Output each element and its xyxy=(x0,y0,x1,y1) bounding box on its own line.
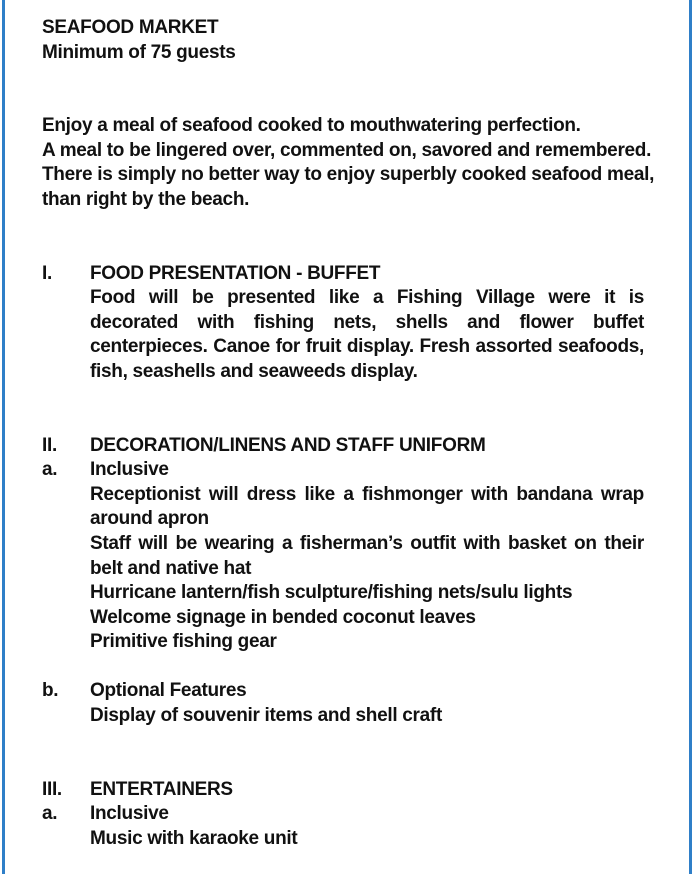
subsection-letter: a. xyxy=(42,459,58,481)
section-heading-row xyxy=(42,778,644,803)
list-item: Receptionist will dress like a fishmonger with bandana wrap around apron xyxy=(90,483,644,530)
document-text xyxy=(42,0,655,851)
section-heading: DECORATION/LINENS AND STAFF UNIFORM xyxy=(90,434,486,456)
section-entertainers xyxy=(42,778,644,852)
intro-line: than right by the beach. xyxy=(42,188,250,210)
list-item: Welcome signage in bended coconut leaves xyxy=(90,606,476,628)
section-heading: FOOD PRESENTATION - BUFFET xyxy=(90,262,381,284)
section-number: III. xyxy=(42,778,62,800)
intro-line: A meal to be lingered over, commented on, savored and remembered. xyxy=(42,139,652,161)
document-subtitle: Minimum of 75 guests xyxy=(42,41,236,63)
section-number: II. xyxy=(42,434,57,456)
subsection-heading-row xyxy=(42,802,644,827)
section-food-presentation xyxy=(42,262,644,385)
subsection-heading-row xyxy=(42,679,644,704)
list-item: Music with karaoke unit xyxy=(90,827,298,849)
section-body: Food will be presented like a Fishing Village were it is decorated with fishing nets, shells and flower buffet centerpieces. Canoe for fruit display. Fresh assorted seafoods, fish, seashells and seaweeds display. xyxy=(90,287,644,382)
document-title: SEAFOOD MARKET xyxy=(42,17,219,38)
list-item: Primitive fishing gear xyxy=(90,631,277,653)
subsection-heading: Inclusive xyxy=(90,803,169,825)
list-item: Hurricane lantern/fish sculpture/fishing nets/sulu lights xyxy=(90,582,573,604)
section-heading-row xyxy=(42,262,644,287)
subsection-letter: a. xyxy=(42,803,58,825)
subsection-heading: Inclusive xyxy=(90,459,169,481)
section-number: I. xyxy=(42,262,52,284)
intro-line: Enjoy a meal of seafood cooked to mouthwatering perfection. xyxy=(42,115,581,137)
subsection-letter: b. xyxy=(42,680,59,702)
subsection-heading-row xyxy=(42,458,644,483)
document-page xyxy=(2,0,692,874)
list-item: Display of souvenir items and shell craft xyxy=(90,705,442,727)
intro-line: There is simply no better way to enjoy superbly cooked seafood meal, xyxy=(42,164,655,186)
list-item: Staff will be wearing a fisherman’s outfit with basket on their belt and native hat xyxy=(90,532,644,579)
section-heading: ENTERTAINERS xyxy=(90,778,233,800)
intro-paragraph xyxy=(42,114,655,212)
section-decoration xyxy=(42,434,644,729)
section-heading-row xyxy=(42,434,644,459)
subsection-heading: Optional Features xyxy=(90,680,247,702)
